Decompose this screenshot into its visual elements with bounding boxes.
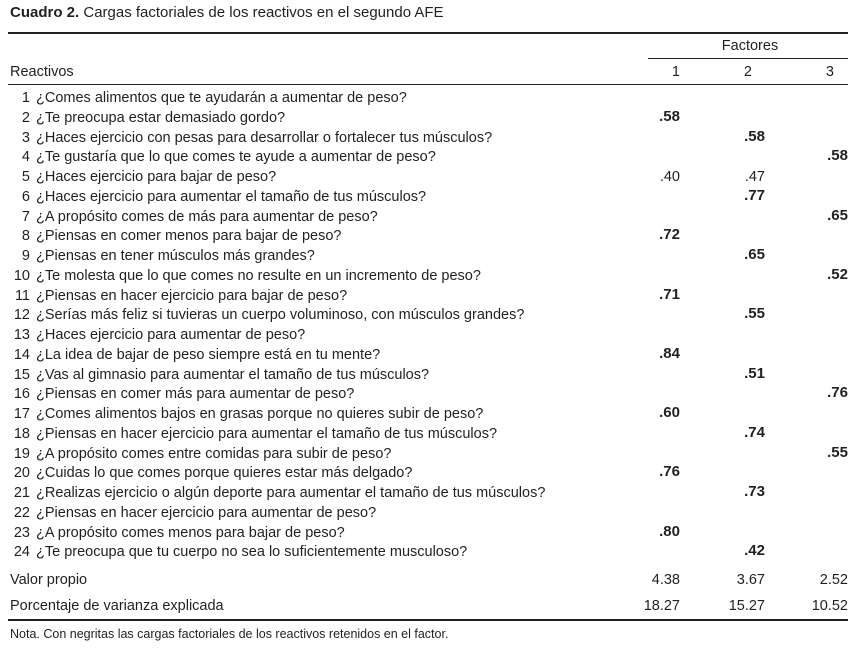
item-question: ¿A propósito comes de más para aumentar de peso? xyxy=(36,208,378,225)
reactivos-header: Reactivos xyxy=(10,64,74,80)
loading-factor-1: .60 xyxy=(659,404,680,421)
loading-factor-3: .58 xyxy=(827,147,848,165)
item-question: ¿A propósito comes entre comidas para subir de peso? xyxy=(36,445,392,462)
item-question: ¿Piensas en hacer ejercicio para aumentar de peso? xyxy=(36,504,377,521)
item-number: 1 xyxy=(21,90,30,106)
item-number: 21 xyxy=(13,485,30,501)
loading-factor-1: .72 xyxy=(659,226,680,244)
item-question: ¿Cuidas lo que comes porque quieres estar más delgado? xyxy=(36,465,413,482)
summary-factor-1: 4.38 xyxy=(651,572,680,588)
loading-factor-3: .52 xyxy=(827,265,848,283)
item-question: ¿Vas al gimnasio para aumentar el tamaño de tus músculos? xyxy=(36,366,430,383)
item-number: 15 xyxy=(13,366,30,383)
caption-text: Cargas factoriales de los reactivos en el segundo AFE xyxy=(83,4,444,21)
loading-factor-1: .76 xyxy=(659,463,680,481)
item-number: 3 xyxy=(21,129,30,146)
loading-factor-2: .65 xyxy=(744,246,765,263)
item-number: 5 xyxy=(21,169,30,185)
loading-factor-1: .84 xyxy=(659,344,680,362)
item-question: ¿Te gustaría que lo que comes te ayude a aumentar de peso? xyxy=(36,149,436,166)
item-number: 17 xyxy=(13,406,30,422)
item-question: ¿Te molesta que lo que comes no resulte en un incremento de peso? xyxy=(36,267,481,284)
item-number: 23 xyxy=(13,524,30,541)
caption-label: Cuadro 2. xyxy=(10,4,80,21)
item-question: ¿Haces ejercicio para aumentar el tamaño de tus músculos? xyxy=(36,188,427,205)
loading-factor-2: .73 xyxy=(744,483,765,500)
loading-factor-3: .55 xyxy=(827,443,848,461)
item-question: ¿Piensas en hacer ejercicio para bajar de peso? xyxy=(36,287,348,304)
table-caption xyxy=(10,4,444,21)
item-number: 20 xyxy=(13,465,30,482)
loading-factor-2: .77 xyxy=(744,186,765,204)
header-rule xyxy=(8,84,848,85)
item-number: 6 xyxy=(21,188,30,205)
item-question: ¿Te preocupa que tu cuerpo no sea lo suficientemente musculoso? xyxy=(36,544,468,561)
summary-factor-3: 10.52 xyxy=(811,598,848,614)
item-number: 14 xyxy=(13,346,30,363)
item-question: ¿Realizas ejercicio o algún deporte para aumentar el tamaño de tus músculos? xyxy=(36,485,546,501)
loading-factor-3: .65 xyxy=(827,206,848,224)
item-question: ¿Serías más feliz si tuvieras un cuerpo voluminoso, con músculos grandes? xyxy=(36,307,525,324)
item-number: 4 xyxy=(21,149,30,166)
loading-factor-1: .71 xyxy=(659,285,680,303)
summary-factor-2: 3.67 xyxy=(736,572,765,588)
item-question: ¿Comes alimentos que te ayudarán a aumentar de peso? xyxy=(36,90,407,106)
loading-factor-1: .80 xyxy=(659,522,680,540)
item-question: ¿La idea de bajar de peso siempre está en tu mente? xyxy=(36,346,381,363)
item-number: 19 xyxy=(13,445,30,462)
factor-1-header: 1 xyxy=(671,64,680,80)
item-number: 11 xyxy=(14,287,30,304)
item-question: ¿Piensas en comer menos para bajar de peso? xyxy=(36,228,342,245)
item-question: ¿Haces ejercicio para bajar de peso? xyxy=(36,169,277,185)
loading-factor-1: .58 xyxy=(659,107,680,125)
item-question: ¿Piensas en hacer ejercicio para aumentar el tamaño de tus músculos? xyxy=(36,425,498,442)
item-number: 13 xyxy=(13,327,30,343)
loading-factor-2: .47 xyxy=(744,169,765,185)
summary-factor-3: 2.52 xyxy=(819,572,848,588)
item-number: 2 xyxy=(21,109,30,126)
item-question: ¿A propósito comes menos para bajar de peso? xyxy=(36,524,345,541)
item-number: 7 xyxy=(21,208,30,225)
item-number: 12 xyxy=(13,307,30,324)
item-question: ¿Piensas en comer más para aumentar de peso? xyxy=(36,386,355,403)
factor-3-header: 3 xyxy=(825,64,834,80)
loading-factor-1: .40 xyxy=(659,169,680,185)
loading-factor-2: .55 xyxy=(744,305,765,323)
item-number: 16 xyxy=(13,386,30,403)
factores-rule xyxy=(648,58,848,59)
item-question: ¿Comes alimentos bajos en grasas porque no quieres subir de peso? xyxy=(36,406,484,422)
item-number: 18 xyxy=(13,425,30,442)
loading-factor-3: .76 xyxy=(827,384,848,402)
factor-2-header: 2 xyxy=(743,64,752,80)
item-question: ¿Piensas en tener músculos más grandes? xyxy=(36,248,315,264)
summary-label: Valor propio xyxy=(10,572,88,588)
table-note: Nota. Con negritas las cargas factoriales de los reactivos retenidos en el factor. xyxy=(10,627,449,641)
item-question: ¿Haces ejercicio con pesas para desarrollar o fortalecer tus músculos? xyxy=(36,129,493,146)
item-number: 8 xyxy=(21,228,30,245)
factores-header: Factores xyxy=(721,38,779,54)
loading-factor-2: .51 xyxy=(744,364,765,382)
item-number: 10 xyxy=(13,267,30,284)
item-question: ¿Te preocupa estar demasiado gordo? xyxy=(36,109,286,126)
item-question: ¿Haces ejercicio para aumentar de peso? xyxy=(36,327,306,343)
top-rule xyxy=(8,32,848,34)
item-number: 22 xyxy=(13,504,30,521)
summary-factor-1: 18.27 xyxy=(643,598,680,614)
item-number: 24 xyxy=(13,544,30,561)
item-number: 9 xyxy=(21,248,30,264)
loading-factor-2: .58 xyxy=(744,127,765,145)
summary-label: Porcentaje de varianza explicada xyxy=(10,598,224,614)
summary-factor-2: 15.27 xyxy=(728,598,765,614)
bottom-rule xyxy=(8,619,848,621)
loading-factor-2: .74 xyxy=(744,423,765,441)
loading-factor-2: .42 xyxy=(744,542,765,560)
